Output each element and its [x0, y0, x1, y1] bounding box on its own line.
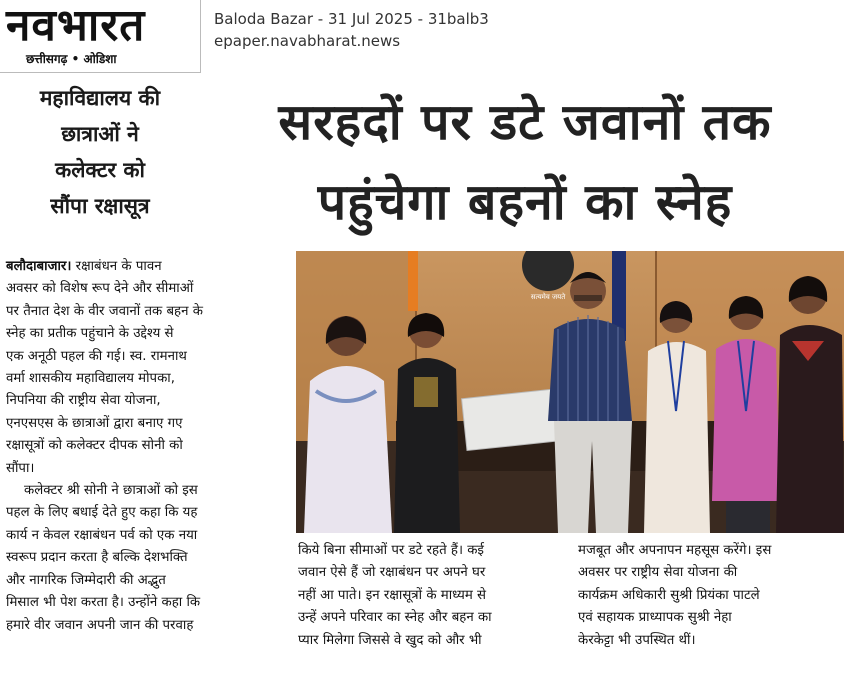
para-2 [6, 480, 288, 637]
main-headline-line: पहुंचेगा बहनों का स्नेह [317, 173, 733, 231]
logo-subtitle: छत्तीसगढ़ • ओडिशा [26, 52, 117, 66]
text-line: कार्यक्रम अधिकारी सुश्री प्रियंका पाटले [578, 587, 760, 603]
main-headline [200, 82, 850, 242]
text-line: प्यार मिलेगा जिससे वे खुद को और भी [298, 632, 482, 648]
text-line: केरकेट्टा भी उपस्थित थीं। [578, 632, 696, 648]
article-column-1 [6, 256, 288, 637]
side-headline [0, 80, 200, 224]
text-line: निपनिया की राष्ट्रीय सेवा योजना, [6, 393, 161, 409]
text-line: अवसर को विशेष रूप देने और सीमाओं [6, 281, 194, 297]
text-line: सौंपा। [6, 460, 35, 476]
main-headline-line: सरहदों पर डटे जवानों तक [278, 93, 772, 151]
text-line: नहीं आ पाते। इन रक्षासूत्रों के माध्यम से [298, 587, 487, 603]
site-link[interactable]: epaper.navabharat.news [214, 32, 401, 50]
text-line: किये बिना सीमाओं पर डटे रहते हैं। कई [298, 543, 484, 558]
news-photo [296, 251, 844, 533]
photo-illustration [296, 251, 844, 533]
edition-line: Baloda Bazar - 31 Jul 2025 - 31balb3 [214, 10, 489, 28]
text-line: पर तैनात देश के वीर जवानों तक बहन के [6, 303, 203, 319]
text-line: जवान ऐसे हैं जो रक्षाबंधन पर अपने घर [298, 565, 486, 581]
masthead-logo [0, 0, 201, 73]
side-headline-line: छात्राओं ने [61, 122, 139, 146]
text-line: एवं सहायक प्राध्यापक सुश्री नेहा [578, 610, 732, 626]
text-line: रक्षासूत्रों को कलेक्टर दीपक सोनी को [6, 438, 183, 454]
dateline: बलौदाबाजार। [6, 259, 72, 274]
text-line: और नागरिक जिम्मेदारी की अद्भुत [6, 572, 166, 588]
text-line: स्वरूप प्रदान करता है बल्कि देशभक्ति [6, 550, 188, 566]
para-1 [6, 256, 288, 480]
text-line: अवसर पर राष्ट्रीय सेवा योजना की [578, 565, 738, 581]
text-line: एक अनूठी पहल की गई। स्व. रामनाथ [6, 348, 187, 364]
text-line: रक्षाबंधन के पावन [75, 259, 162, 274]
text-line: कलेक्टर श्री सोनी ने छात्राओं को इस [24, 483, 198, 499]
text-line: वर्मा शासकीय महाविद्यालय मोपका, [6, 371, 175, 387]
text-line: उन्हें अपने परिवार का स्नेह और बहन का [298, 610, 492, 626]
article-column-3 [578, 540, 844, 652]
side-headline-line: कलेक्टर को [55, 158, 145, 182]
side-headline-line: सौंपा रक्षासूत्र [50, 194, 150, 218]
article-column-2 [298, 540, 560, 652]
text-line: मजबूत और अपनापन महसूस करेंगे। इस [578, 543, 772, 558]
text-line: एनएसएस के छात्राओं द्वारा बनाए गए [6, 415, 183, 431]
text-line: पहल के लिए बधाई देते हुए कहा कि यह [6, 505, 198, 521]
text-line: स्नेह का प्रतीक पहुंचाने के उद्देश्य से [6, 326, 174, 342]
logo-text: नवभारत [6, 0, 146, 51]
emblem-text: सत्यमेव जयते [530, 293, 566, 301]
text-line: मिसाल भी पेश करता है। उन्होंने कहा कि [6, 595, 201, 611]
side-headline-line: महाविद्यालय की [39, 86, 161, 110]
text-line: कार्य न केवल रक्षाबंधन पर्व को एक नया [6, 527, 198, 543]
text-line: हमारे वीर जवान अपनी जान की परवाह [6, 617, 194, 633]
